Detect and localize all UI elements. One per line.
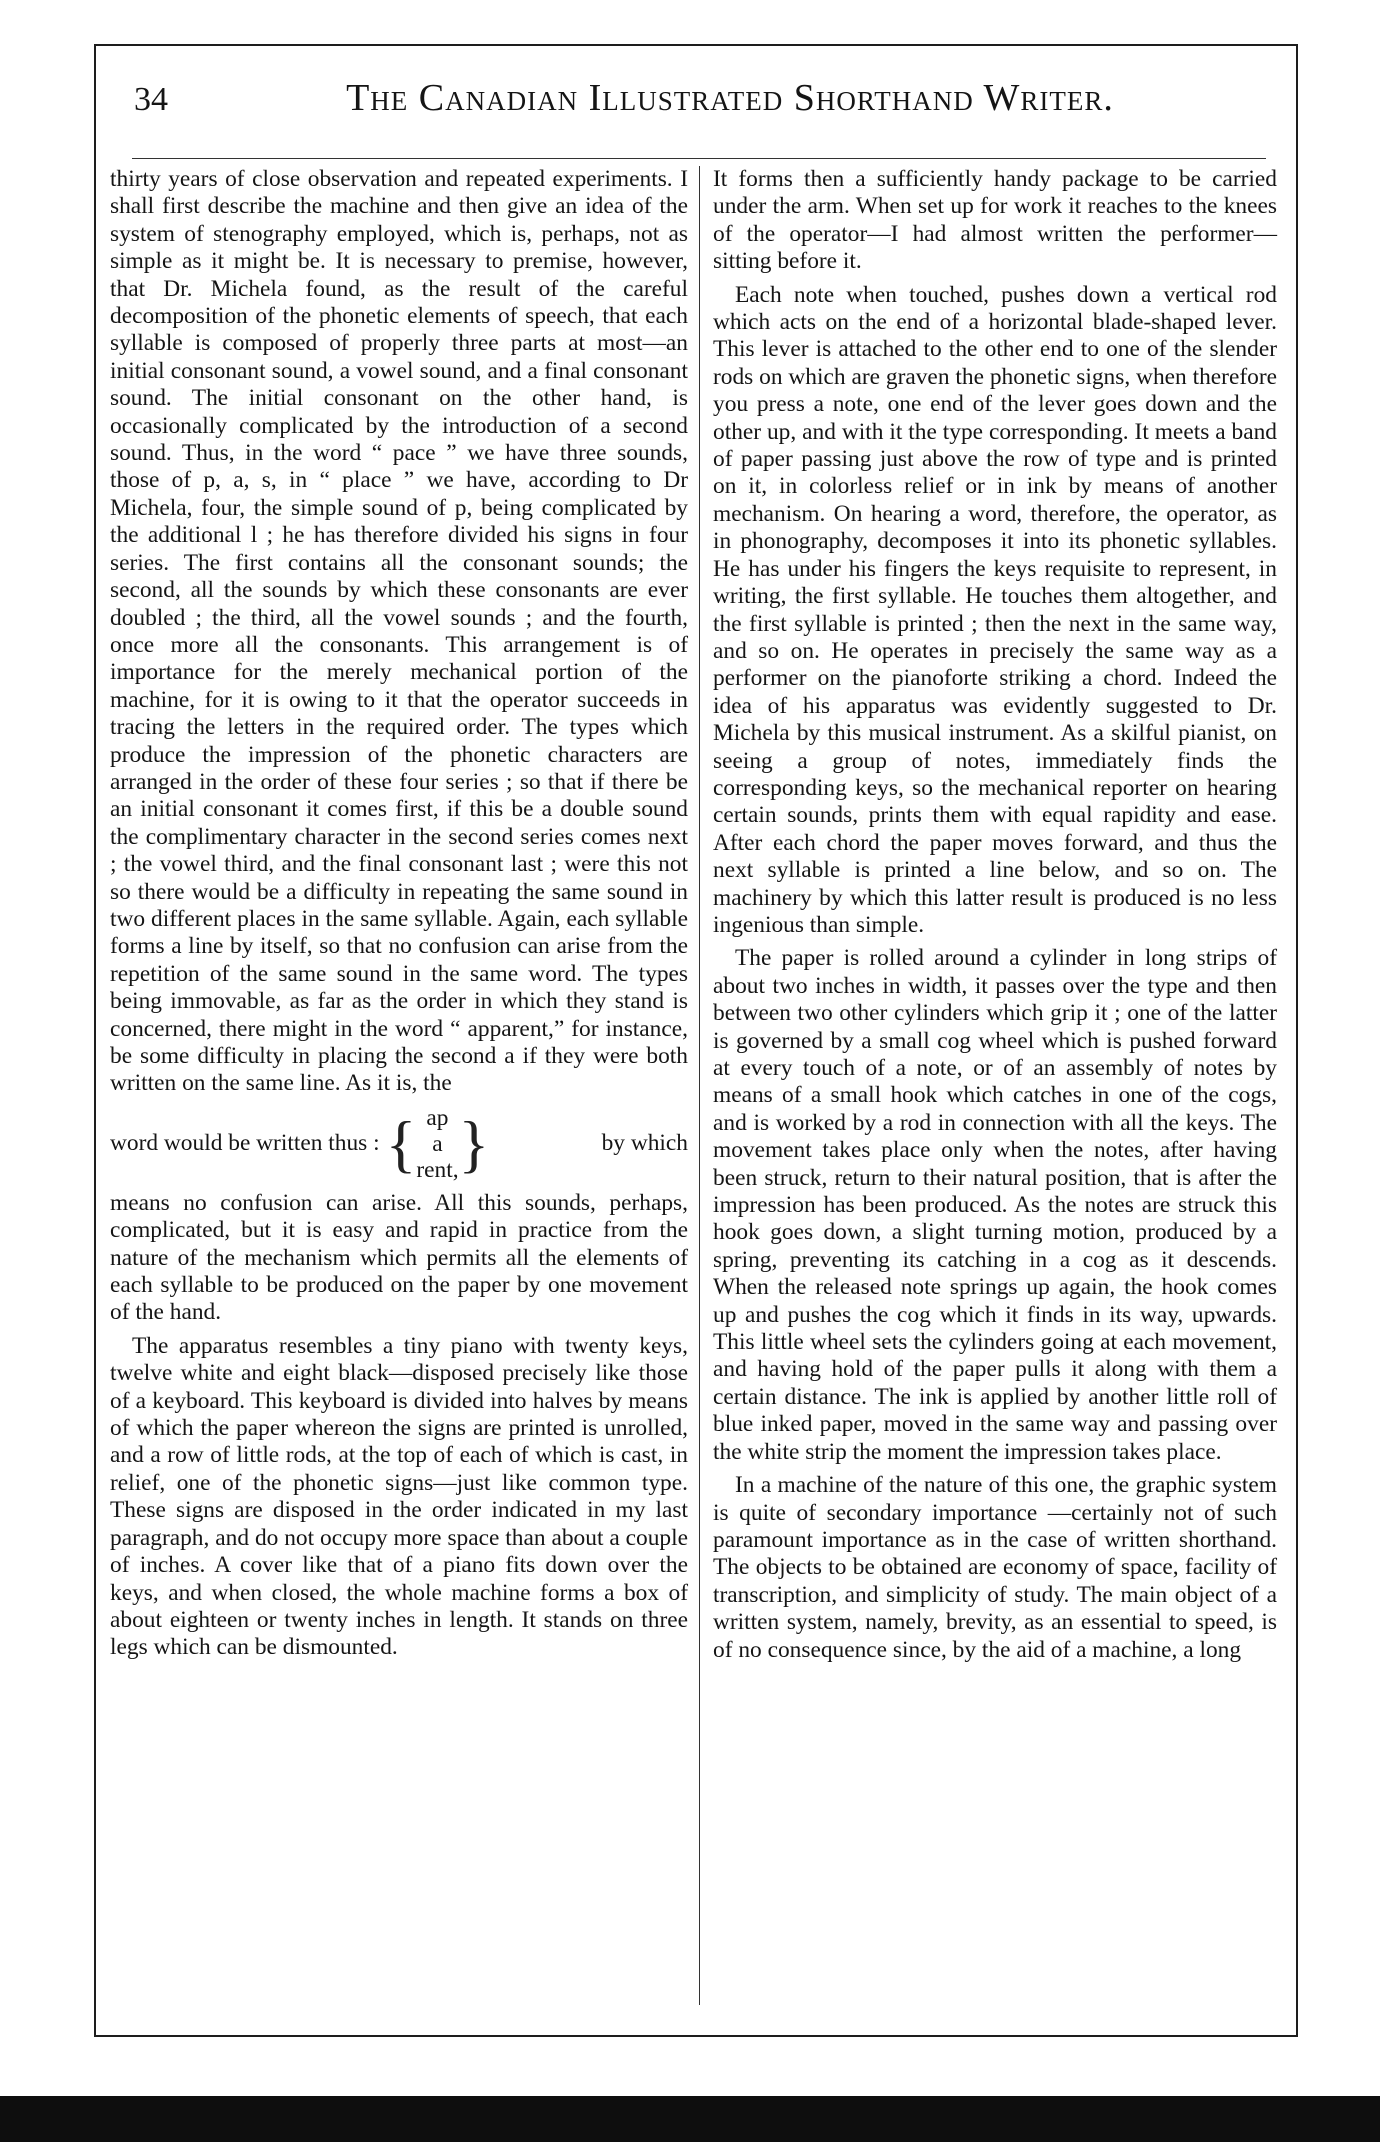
formula-tail-text: by which [601,1130,688,1157]
left-paragraph-1: thirty years of close observation and repeated experiments. I shall first describe the machine and then give an idea of the system of stenography employed, which is, perhaps, not as simple as it might be. It is necessary to premise, however, that Dr. Michela found, as the result of the careful decomposition of the phonetic elements of speech, that each syllable is composed of properly three parts at most—an initial consonant sound, a vowel sound, and a final consonant sound. The initial consonant on the other hand, is occasionally complicated by the introduction of a second sound. Thus, in the word “ pace ” we have three sounds, those of p, a, s, in “ place ” we have, according to Dr Michela, four, the simple sound of p, being complicated by the additional l ; he has therefore divided his signs in four series. The first contains all the consonant sounds; the second, all the sounds by which these consonants are ever doubled ; the third, all the vowel sounds ; and the fourth, once more all the consonants. This arrangement is of importance for the merely mechanical portion of the machine, for it is owing to it that the operator succeeds in tracing the letters in the required order. The types which produce the impression of the phonetic characters are arranged in the order of these four series ; so that if there be an initial consonant it comes first, if this be a double sound the complimentary character in the second series comes next ; the vowel third, and the final consonant last ; were this not so there would be a difficulty in repeating the same sound in two different places in the same syllable. Again, each syllable forms a line by itself, so that no confusion can arise from the repetition of the same sound in the same word. The types being immovable, as far as the order in which they stand is concerned, there might in the word “ apparent,” for instance, be some difficulty in placing the second a if they were both written on the same line. As it is, the [110,166,688,1097]
left-paragraph-2: The apparatus resembles a tiny piano with twenty keys, twelve white and eight black—disposed precisely like those of a keyboard. This keyboard is divided into halves by means of which the paper whereon the signs are printed is unrolled, and a row of little rods, at the top of each of which is cast, in relief, one of the phonetic signs—just like common type. These signs are disposed in the order indicated in my last paragraph, and do not occupy more space than about a couple of inches. A cover like that of a piano fits down over the keys, and when closed, the whole machine forms a box of about eighteen or twenty inches in length. It stands on three legs which can be dismounted. [110,1332,688,1661]
formula-syllable: a [432,1130,443,1157]
page-number: 34 [134,81,168,118]
right-brace-icon: } [458,1107,490,1179]
right-paragraph-4: In a machine of the nature of this one, the graphic system is quite of secondary importance —certainly not of such paramount importance as in the case of written shorthand. The objects to be obtained are economy of space, facility of transcription, and simplicity of study. The main object of a written system, namely, brevity, as an essential to speed, is of no consequence since, by the aid of a machine, a long [713,1472,1277,1663]
left-column [110,166,688,1662]
header-rule [132,158,1266,159]
syllable-formula [110,1100,688,1188]
formula-lead-text: word would be written thus : [110,1130,380,1157]
scan-edge-band [0,2096,1380,2142]
page-frame [94,44,1298,2037]
left-paragraph-1-continued: means no confusion can arise. All this sounds, perhaps, complicated, but it is easy and rapid in practice from the nature of the mechanism which permits all the elements of each syllable to be produced on the paper by one movement of the hand. [110,1189,688,1326]
formula-syllable: rent, [416,1156,459,1183]
right-paragraph-1: It forms then a sufficiently handy package to be carried under the arm. When set up for work it reaches to the knees of the operator—I had almost written the performer—sitting before it. [713,166,1277,275]
right-paragraph-2: Each note when touched, pushes down a vertical rod which acts on the end of a horizontal blade-shaped lever. This lever is attached to the other end to one of the slender rods on which are graven the phonetic signs, when therefore you press a note, one end of the lever goes down and the other up, and with it the type corresponding. It meets a band of paper passing just above the row of type and is printed on it, in colorless relief or in ink by means of another mechanism. On hearing a word, therefore, the operator, as in phonography, decomposes it into its phonetic syllables. He has under his fingers the keys requisite to represent, in writing, the first syllable. He touches them altogether, and the first syllable is printed ; then the next in the same way, and so on. He operates in precisely the same way as a performer on the pianoforte striking a chord. Indeed the idea of his apparatus was evidently suggested to Dr. Michela by this musical instrument. As a skilful pianist, on seeing a group of notes, immediately finds the corresponding keys, so the mechanical reporter on hearing certain sounds, prints them with equal rapidity and ease. After each chord the paper moves forward, and thus the next syllable is printed a line below, and so on. The machinery by which this latter result is produced is no less ingenious than simple. [713,281,1277,938]
formula-syllables [416,1105,458,1183]
column-divider [699,166,700,2005]
right-column [713,166,1277,1664]
page-header [134,76,1256,140]
formula-brace [386,1104,490,1184]
publication-title: The Canadian Illustrated Shorthand Writer. [346,77,1114,119]
formula-syllable: ap [426,1104,449,1131]
right-paragraph-3: The paper is rolled around a cylinder in long strips of about two inches in width, it passes over the type and then between two other cylinders which grip it ; one of the latter is governed by a small cog wheel which is pushed forward at every touch of a note, or of an assembly of notes by means of a small hook which catches in one of the cogs, and is worked by a rod in connection with all the keys. The movement takes place only when the notes, after having been struck, return to their natural position, that is after the impression has been produced. As the notes are struck this hook goes down, a slight turning motion, produced by a spring, preventing its catching in a cog as it descends. When the released note springs up again, the hook comes up and pushes the cog which it finds in its way, upwards. This little wheel sets the cylinders going at each movement, and having hold of the paper pulls it along with them a certain distance. The ink is applied by another little roll of blue inked paper, moved in the same way and passing over the white strip the moment the impression takes place. [713,945,1277,1465]
left-brace-icon: { [385,1107,417,1179]
